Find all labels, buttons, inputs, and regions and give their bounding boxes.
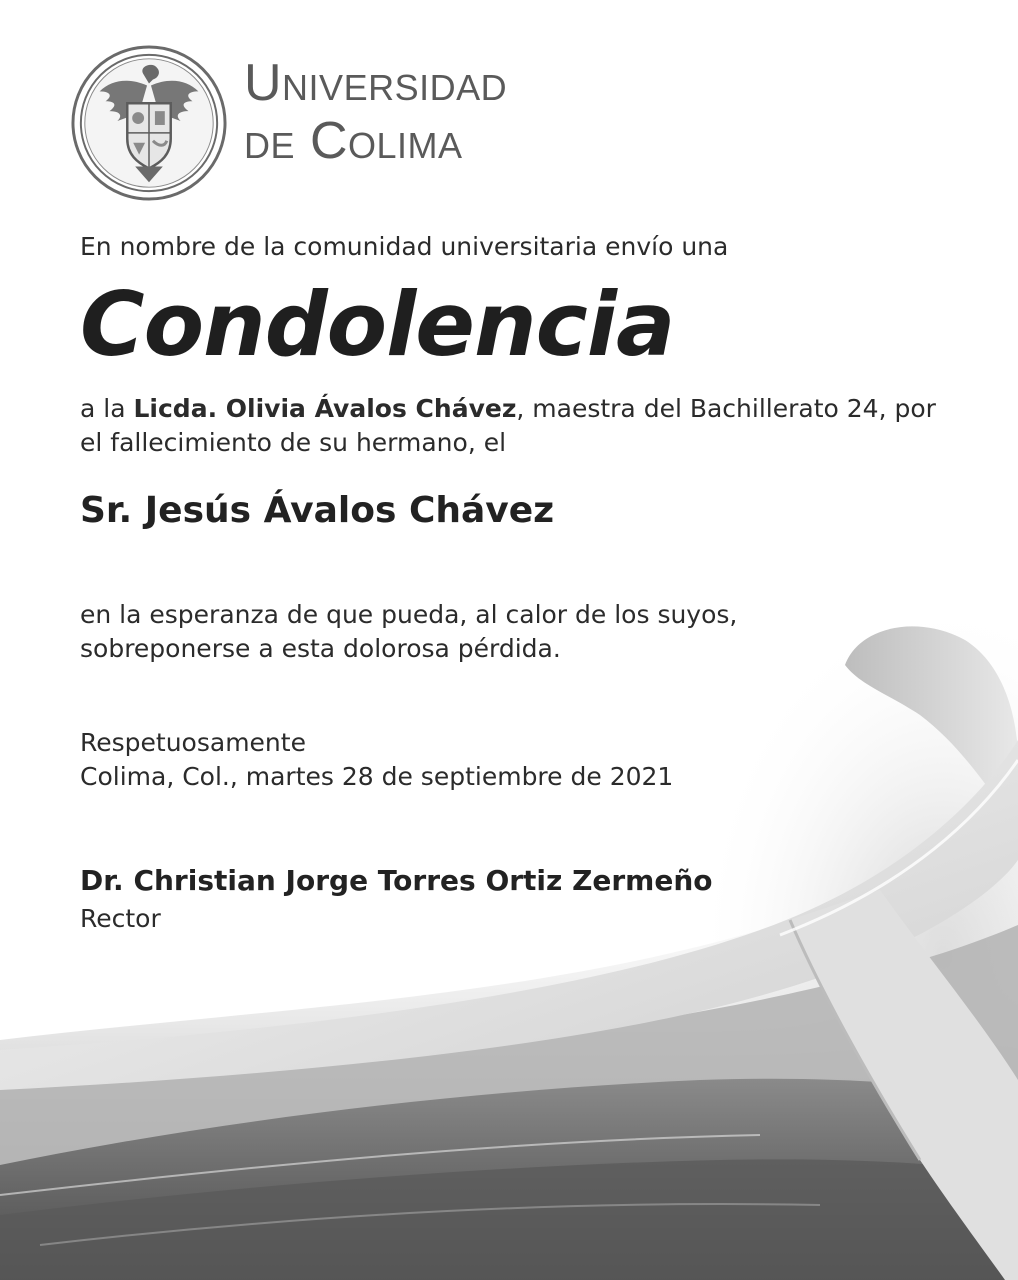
- recipient-suffix: , maestra del Bachillerato 24, por: [516, 394, 936, 423]
- recipient-line-1: [80, 392, 936, 426]
- brand-line-2: de Colima: [244, 112, 463, 170]
- signer-name: Dr. Christian Jorge Torres Ortiz Zermeño: [80, 864, 713, 897]
- closing-block: [80, 726, 673, 794]
- signer-role: Rector: [80, 904, 161, 933]
- notice-title: Condolencia: [80, 273, 675, 376]
- wishes-line-2: sobreponerse a esta dolorosa pérdida.: [80, 634, 561, 663]
- recipient-paragraph: [80, 392, 936, 460]
- wishes-line-1: en la esperanza de que pueda, al calor de los suyos,: [80, 600, 738, 629]
- recipient-line-2: el fallecimiento de su hermano, el: [80, 428, 507, 457]
- brand-line-1: Universidad: [244, 54, 508, 112]
- intro-text: En nombre de la comunidad universitaria envío una: [80, 232, 729, 261]
- university-wordmark: [244, 54, 604, 184]
- closing-salutation: Respetuosamente: [80, 728, 306, 757]
- university-seal-logo: [70, 44, 228, 202]
- wishes-paragraph: [80, 598, 737, 666]
- place-and-date: Colima, Col., martes 28 de septiembre de 2021: [80, 762, 674, 791]
- recipient-name: Licda. Olivia Ávalos Chávez: [133, 394, 517, 423]
- recipient-prefix: a la: [80, 394, 134, 423]
- deceased-name: Sr. Jesús Ávalos Chávez: [80, 490, 555, 531]
